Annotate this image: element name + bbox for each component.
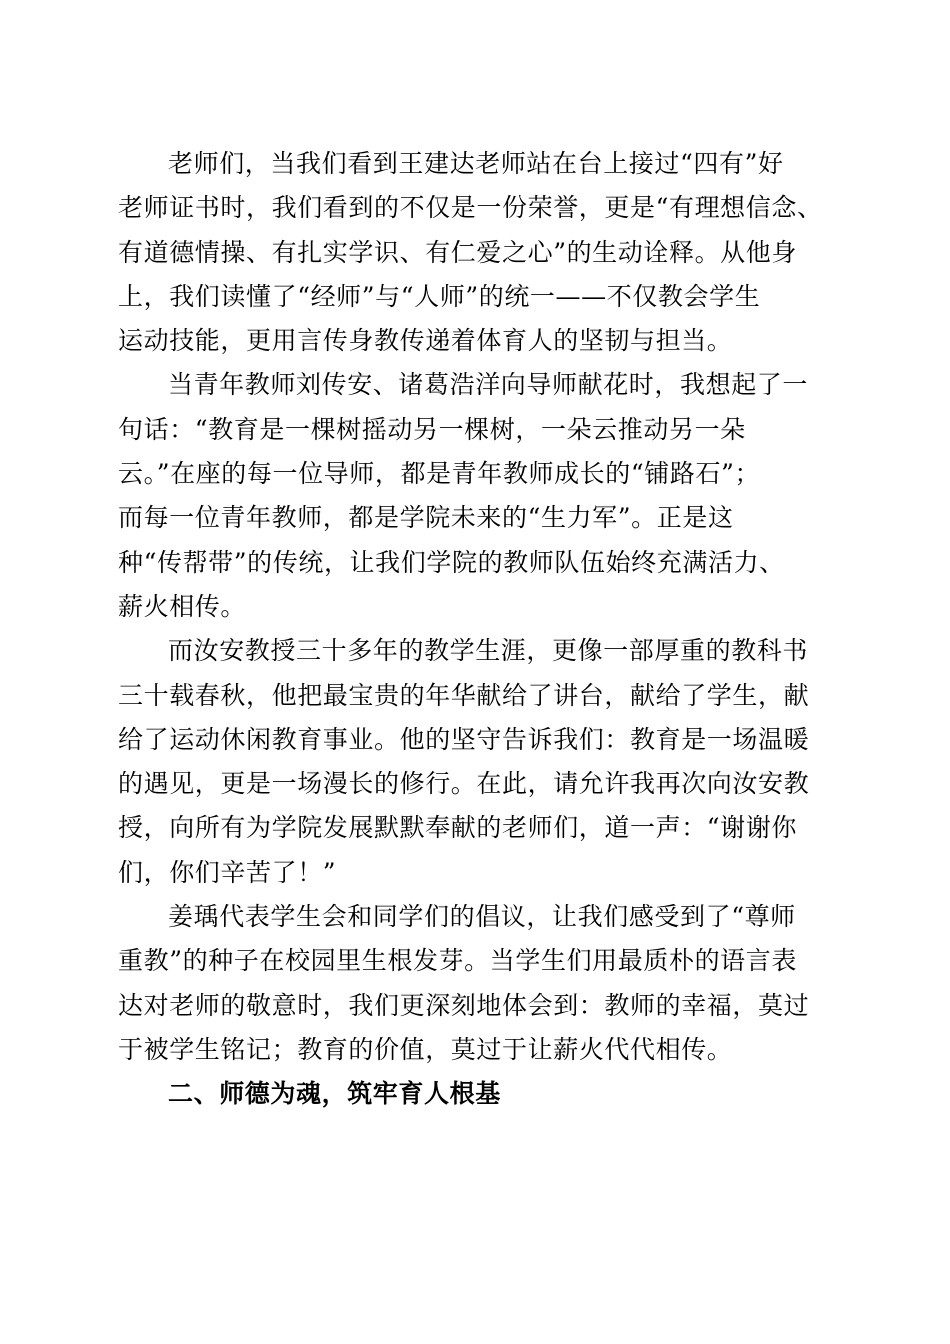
- text-line: 们，你们辛苦了！”: [118, 857, 337, 887]
- text-line: 老师证书时，我们看到的不仅是一份荣誉，更是“有理想信念、: [118, 193, 823, 223]
- section-heading: 二、师德为魂，筑牢育人根基: [168, 1079, 501, 1109]
- text-line: 达对老师的敬意时，我们更深刻地体会到：教师的幸福，莫过: [118, 990, 810, 1020]
- paragraph-4: [118, 895, 824, 1072]
- paragraph-1: [118, 142, 824, 363]
- text-line: 老师们，当我们看到王建达老师站在台上接过“四有”好: [168, 149, 784, 178]
- text-line: 三十载春秋，他把最宝贵的年华献给了讲台，献给了学生，献: [118, 680, 810, 710]
- text-line: 授，向所有为学院发展默默奉献的老师们，道一声：“谢谢你: [118, 813, 797, 843]
- text-line: 于被学生铭记；教育的价值，莫过于让薪火代代相传。: [118, 1034, 733, 1064]
- text-line: 重教”的种子在校园里生根发芽。当学生们用最质朴的语言表: [118, 946, 797, 976]
- document-body: [118, 142, 824, 1117]
- paragraph-3: [118, 629, 824, 895]
- text-line: 运动技能，更用言传身教传递着体育人的坚韧与担当。: [118, 326, 733, 356]
- text-line: 而每一位青年教师，都是学院未来的“生力军”。正是这: [118, 503, 734, 533]
- text-line: 云。”在座的每一位导师，都是青年教师成长的“铺路石”；: [118, 459, 761, 489]
- text-line: 上，我们读懂了“经师”与“人师”的统一——不仅教会学生: [118, 281, 761, 311]
- text-line: 姜瑀代表学生会和同学们的倡议，让我们感受到了“尊师: [168, 902, 796, 932]
- text-line: 当青年教师刘传安、诸葛浩洋向导师献花时，我想起了一: [168, 370, 809, 400]
- paragraph-2: [118, 363, 824, 629]
- text-line: 句话：“教育是一棵树摇动另一棵树，一朵云推动另一朵: [118, 414, 746, 444]
- text-line: 有道德情操、有扎实学识、有仁爱之心”的生动诠释。从他身: [118, 237, 797, 267]
- text-line: 薪火相传。: [118, 591, 247, 621]
- text-line: 种“传帮带”的传统，让我们学院的教师队伍始终充满活力、: [118, 547, 785, 577]
- text-line: 给了运动休闲教育事业。他的坚守告诉我们：教育是一场温暖: [118, 724, 810, 754]
- text-line: 的遇见，更是一场漫长的修行。在此，请允许我再次向汝安教: [118, 769, 810, 799]
- text-line: 而汝安教授三十多年的教学生涯，更像一部厚重的教科书: [168, 636, 809, 666]
